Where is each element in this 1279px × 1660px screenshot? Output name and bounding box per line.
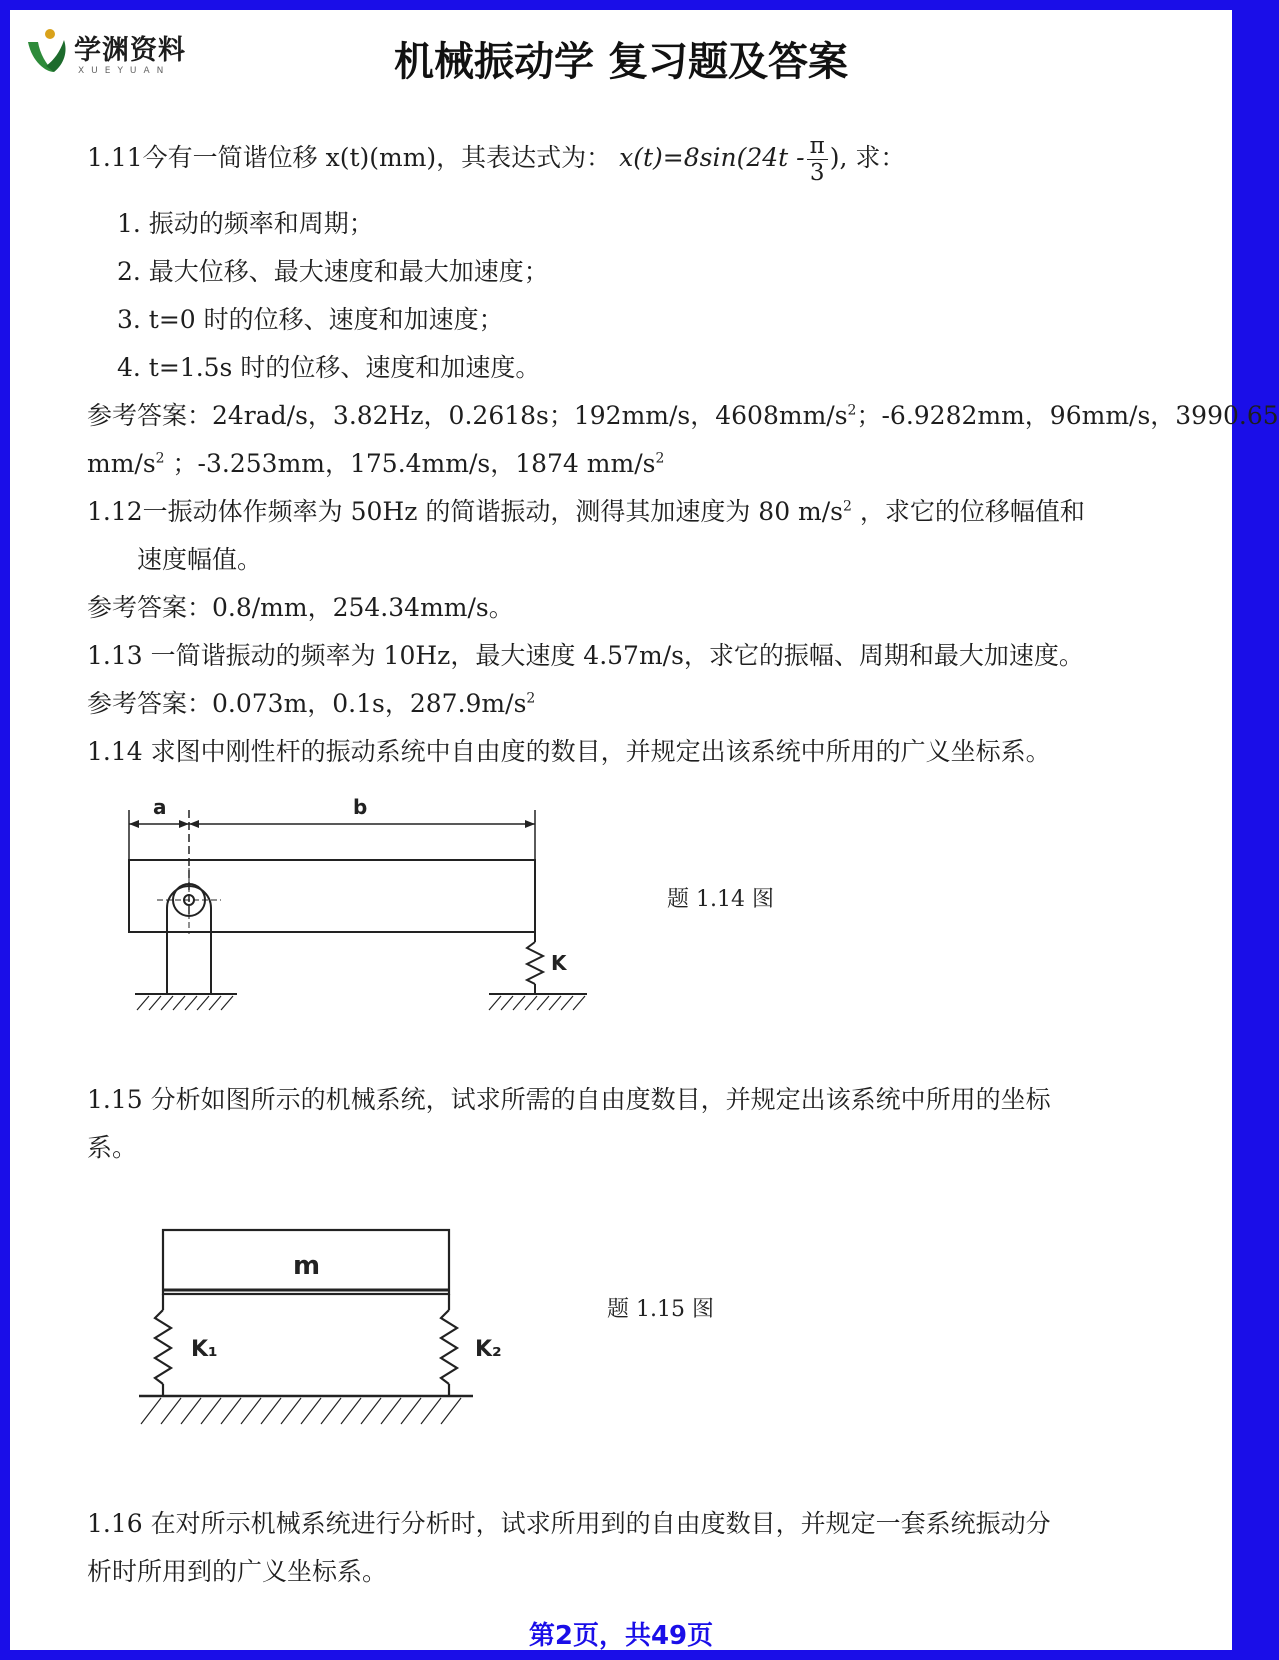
question-1-11 (87, 130, 1207, 194)
dimension-label-b: b (353, 795, 368, 819)
page-number: 第2页，共49页 (528, 1621, 714, 1651)
question-1-11-lead: 1.11今有一简谐位移 x(t)(mm)，其表达式为： (87, 143, 612, 172)
question-text: ，求它的位移幅值和 (859, 497, 1085, 526)
rigid-bar-diagram (117, 788, 617, 1068)
figure-1-15-caption: 题 1.15 图 (607, 1297, 714, 1322)
superscript: 2 (655, 450, 665, 467)
logo-subtitle: XUEYUAN (78, 66, 171, 76)
spring-label-k: K (551, 951, 567, 975)
superscript: 2 (843, 498, 852, 515)
answer-1-12: 参考答案：0.8/mm，254.34mm/s。 (87, 593, 514, 622)
question-1-16-continued: 析时所用到的广义坐标系。 (87, 1557, 388, 1586)
question-1-16: 1.16 在对所示机械系统进行分析时，试求所用到的自由度数目，并规定一套系统振动分 (87, 1509, 1051, 1538)
question-1-15-continued: 系。 (87, 1133, 138, 1162)
superscript: 2 (847, 402, 857, 419)
question-1-12-continued: 速度幅值。 (137, 545, 263, 574)
formula-left: x(t)=8sin(24t - (619, 143, 805, 172)
document-content (87, 130, 1279, 1596)
list-item: 1. 振动的频率和周期； (117, 209, 374, 238)
question-text: 1.12一振动体作频率为 50Hz 的简谐振动，测得其加速度为 80 m/s (87, 497, 844, 526)
answer-1-11-line-2 (87, 440, 1207, 488)
answer-1-13 (87, 680, 1207, 728)
question-1-13: 1.13 一简谐振动的频率为 10Hz，最大速度 4.57m/s，求它的振幅、周期和最大加速度。 (87, 641, 1084, 670)
mass-label: m (293, 1251, 321, 1281)
document-title: 机械振动学 复习题及答案 (394, 39, 848, 85)
superscript: 2 (526, 690, 536, 707)
spring-label-k2: K₂ (475, 1337, 502, 1362)
fraction-denominator: 3 (809, 160, 825, 186)
answer-text: ；-3.253mm，175.4mm/s，1874 mm/s (172, 449, 656, 478)
dimension-label-a: a (153, 795, 167, 819)
mass-spring-diagram (133, 1224, 513, 1484)
answer-text: 参考答案：0.073m，0.1s，287.9m/s (87, 689, 527, 718)
logo-name: 学渊资料 (74, 35, 186, 66)
formula-fraction (807, 133, 828, 186)
fraction-numerator: π (807, 133, 828, 160)
answer-text: ；-6.9282mm，96mm/s，3990.65 (856, 401, 1279, 430)
list-item: 4. t=1.5s 时的位移、速度和加速度。 (117, 353, 541, 382)
question-1-12 (87, 488, 1207, 536)
figure-1-15 (87, 1172, 1207, 1500)
answer-text: mm/s (87, 449, 156, 478)
list-item: 2. 最大位移、最大速度和最大加速度； (117, 257, 549, 286)
list-item: 3. t=0 时的位移、速度和加速度； (117, 305, 504, 334)
question-1-14: 1.14 求图中刚性杆的振动系统中自由度的数目，并规定出该系统中所用的广义坐标系。 (87, 737, 1051, 766)
spring-label-k1: K₁ (191, 1337, 218, 1362)
answer-text: 参考答案：24rad/s，3.82Hz，0.2618s；192mm/s，4608mm/s (87, 401, 848, 430)
figure-1-14-caption: 题 1.14 图 (667, 887, 774, 912)
question-1-15: 1.15 分析如图所示的机械系统，试求所需的自由度数目，并规定出该系统中所用的坐标 (87, 1085, 1051, 1114)
answer-1-11-line-1 (87, 392, 1279, 440)
document-page (10, 10, 1279, 1651)
formula-right: ), 求： (829, 143, 906, 172)
figure-1-14 (87, 776, 1207, 1076)
superscript: 2 (155, 450, 165, 467)
